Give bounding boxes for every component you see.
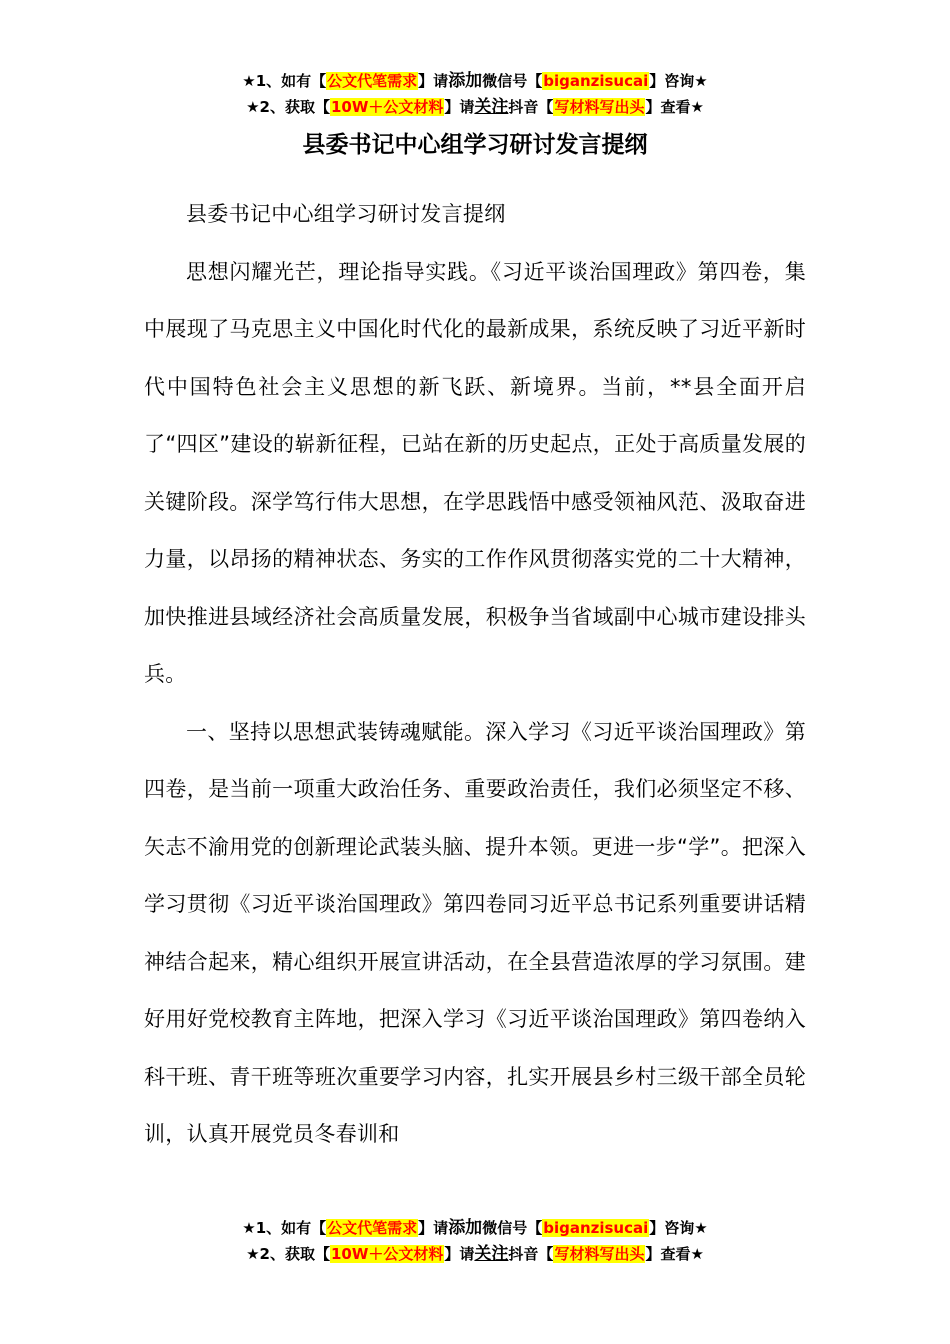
header-banner [0,68,950,120]
banner-highlight-douyin: 写材料写出头 [554,98,645,116]
banner-text: 抖音【 [508,1245,554,1263]
banner-text: 】请 [418,72,449,90]
banner-text: 】请 [418,1219,449,1237]
banner-text: ★2、获取【 [246,1245,330,1263]
banner-line-1 [0,68,950,94]
banner-text: 微信号【 [482,72,543,90]
banner-emphasis: 添加 [448,71,483,91]
paragraph-section-1: 一、坚持以思想武装铸魂赋能。深入学习《习近平谈治国理政》第四卷，是当前一项重大政治任务、重要政治责任，我们必须坚定不移、矢志不渝用党的创新理论武装头脑、提升本领。更进一步“学”。把深入学习贯彻《习近平谈治国理政》第四卷同习近平总书记系列重要讲话精神结合起来，精心组织开展宣讲活动，在全县营造浓厚的学习氛围。建好用好党校教育主阵地，把深入学习《习近平谈治国理政》第四卷纳入科干班、青干班等班次重要学习内容，扎实开展县乡村三级干部全员轮训，认真开展党员冬春训和 [144,719,806,1146]
banner-highlight-service: 公文代笔需求 [327,72,418,90]
banner-text: 微信号【 [482,1219,543,1237]
banner-text: ★1、如有【 [242,72,327,90]
banner-text: 】咨询★ [649,1219,708,1237]
banner-text: 】咨询★ [649,72,708,90]
banner-highlight-wechat: biganzisucai [543,1219,649,1237]
banner-emphasis: 关注 [474,1244,509,1264]
document-body [144,186,806,1164]
document-title: 县委书记中心组学习研讨发言提纲 [302,132,648,158]
banner-highlight-materials: 10W＋公文材料 [330,1245,444,1263]
banner-highlight-douyin: 写材料写出头 [554,1245,645,1263]
banner-text: 】请 [444,98,475,116]
banner-text: 】请 [444,1245,475,1263]
banner-line-2 [0,94,950,120]
banner-text: 】查看★ [645,98,704,116]
banner-line-1 [0,1215,950,1241]
banner-text: 抖音【 [508,98,554,116]
banner-line-2 [0,1241,950,1267]
banner-highlight-service: 公文代笔需求 [327,1219,418,1237]
banner-emphasis: 关注 [474,97,509,117]
banner-highlight-wechat: biganzisucai [543,72,649,90]
footer-banner [0,1215,950,1267]
banner-text: ★1、如有【 [242,1219,327,1237]
banner-highlight-materials: 10W＋公文材料 [330,98,444,116]
paragraph-intro: 思想闪耀光芒，理论指导实践。《习近平谈治国理政》第四卷，集中展现了马克思主义中国化时代化的最新成果，系统反映了习近平新时代中国特色社会主义思想的新飞跃、新境界。当前，**县全面开启了“四区”建设的崭新征程，已站在新的历史起点，正处于高质量发展的关键阶段。深学笃行伟大思想，在学思践悟中感受领袖风范、汲取奋进力量，以昂扬的精神状态、务实的工作作风贯彻落实党的二十大精神，加快推进县域经济社会高质量发展，积极争当省域副中心城市建设排头兵。 [144,259,806,686]
banner-text: 】查看★ [645,1245,704,1263]
banner-text: ★2、获取【 [246,98,330,116]
document-subtitle: 县委书记中心组学习研讨发言提纲 [186,202,506,226]
banner-emphasis: 添加 [448,1218,483,1238]
